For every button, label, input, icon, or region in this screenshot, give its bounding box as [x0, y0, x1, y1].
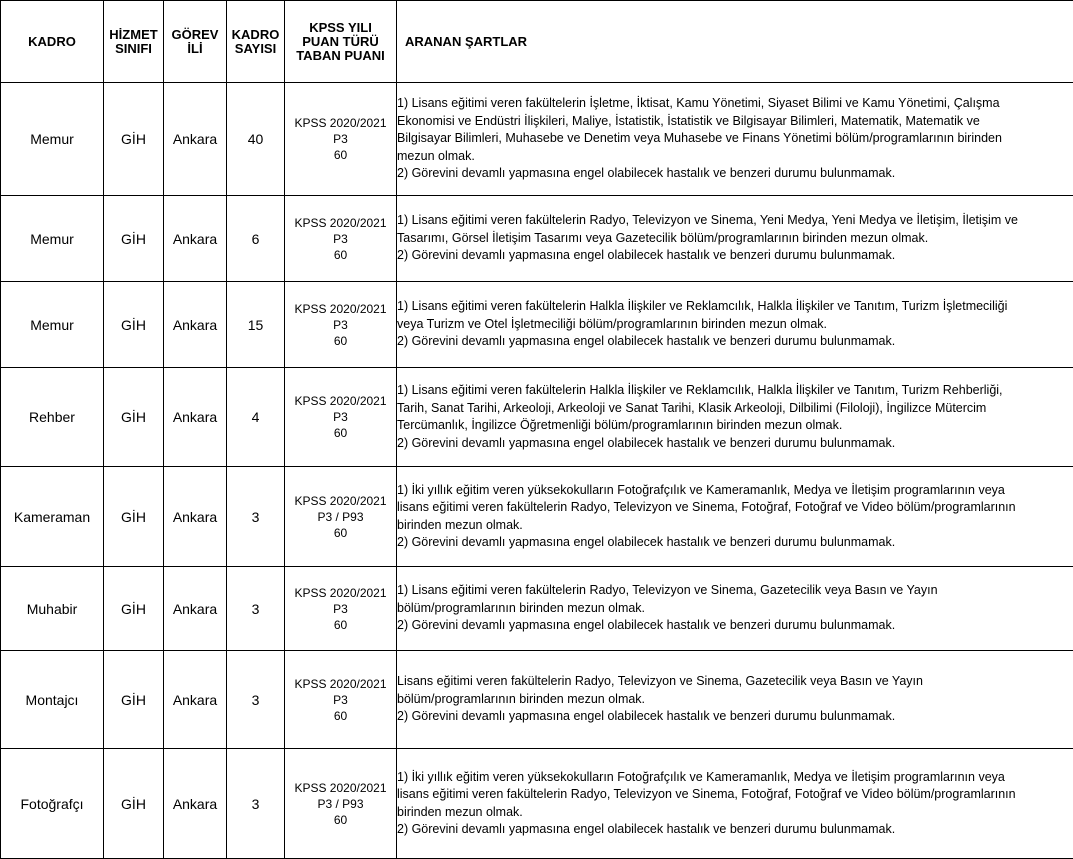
cell-kpss-puan	[285, 196, 397, 282]
table-row	[1, 651, 1073, 749]
puan-line: P3	[285, 601, 396, 617]
puan-line: KPSS 2020/2021	[285, 493, 396, 509]
sart-line: Lisans eğitimi veren fakültelerin Radyo, Televizyon ve Sinema, Gazetecilik veya Basın ve Yayın	[397, 673, 1073, 691]
header-kadro-sayisi: KADRO SAYISI	[227, 1, 285, 83]
puan-line: KPSS 2020/2021	[285, 115, 396, 131]
table-row	[1, 749, 1073, 859]
sart-line: 1) İki yıllık eğitim veren yüksekokulların Fotoğrafçılık ve Kameramanlık, Medya ve İletişim programlarının veya	[397, 769, 1073, 787]
cell-kadro: Montajcı	[1, 651, 104, 749]
sart-line: 2) Görevini devamlı yapmasına engel olabilecek hastalık ve benzeri durumu bulunmamak.	[397, 247, 1073, 265]
cell-aranan-sartlar	[397, 749, 1073, 859]
puan-line: KPSS 2020/2021	[285, 215, 396, 231]
cell-gorev-ili: Ankara	[164, 196, 227, 282]
header-kadro: KADRO	[1, 1, 104, 83]
puan-line: 60	[285, 247, 396, 263]
sart-line: Tasarımı, Görsel İletişim Tasarımı veya Gazetecilik bölüm/programlarının birinden mezun olmak.	[397, 230, 1073, 248]
sart-line: lisans eğitimi veren fakültelerin Radyo, Televizyon ve Sinema, Fotoğraf, Fotoğraf ve Video bölüm/programlarının	[397, 786, 1073, 804]
cell-aranan-sartlar	[397, 368, 1073, 467]
cell-gorev-ili: Ankara	[164, 83, 227, 196]
header-aranan-sartlar: ARANAN ŞARTLAR	[397, 1, 1073, 83]
sart-line: Bilgisayar Bilimleri, Muhasebe ve Denetim veya Muhasebe ve Finans Yönetimi bölüm/programlarının birinden	[397, 130, 1073, 148]
puan-line: KPSS 2020/2021	[285, 301, 396, 317]
sart-line: birinden mezun olmak.	[397, 517, 1073, 535]
sart-line: mezun olmak.	[397, 148, 1073, 166]
cell-hizmet-sinifi: GİH	[104, 196, 164, 282]
cell-kadro: Memur	[1, 83, 104, 196]
cell-kadro-sayisi: 3	[227, 651, 285, 749]
sart-line: Tercümanlık, İngilizce Öğretmenliği bölüm/programlarının birinden mezun olmak.	[397, 417, 1073, 435]
sart-line: Ekonomisi ve Endüstri İlişkileri, Maliye, İstatistik, İstatistik ve Bilgisayar Bilimleri, Matematik, Matematik ve	[397, 113, 1073, 131]
puan-line: P3	[285, 231, 396, 247]
cell-kadro: Kameraman	[1, 467, 104, 567]
cell-kpss-puan	[285, 749, 397, 859]
puan-line: 60	[285, 147, 396, 163]
puan-line: KPSS 2020/2021	[285, 585, 396, 601]
puan-line: 60	[285, 333, 396, 349]
cell-aranan-sartlar	[397, 567, 1073, 651]
puan-line: 60	[285, 425, 396, 441]
cell-hizmet-sinifi: GİH	[104, 368, 164, 467]
puan-line: P3	[285, 409, 396, 425]
sart-line: 1) Lisans eğitimi veren fakültelerin İşletme, İktisat, Kamu Yönetimi, Siyaset Bilimi ve Kamu Yönetimi, Çalışma	[397, 95, 1073, 113]
sart-line: veya Turizm ve Otel İşletmeciliği bölüm/programlarının birinden mezun olmak.	[397, 316, 1073, 334]
puan-line: KPSS 2020/2021	[285, 676, 396, 692]
cell-hizmet-sinifi: GİH	[104, 282, 164, 368]
puan-line: 60	[285, 708, 396, 724]
table-header-row	[1, 1, 1073, 83]
cell-aranan-sartlar	[397, 196, 1073, 282]
puan-line: P3 / P93	[285, 796, 396, 812]
sart-line: 1) Lisans eğitimi veren fakültelerin Halkla İlişkiler ve Reklamcılık, Halkla İlişkiler ve Tanıtım, Turizm İşletmeciliği	[397, 298, 1073, 316]
cell-kadro-sayisi: 6	[227, 196, 285, 282]
cell-kadro-sayisi: 15	[227, 282, 285, 368]
cell-kadro: Muhabir	[1, 567, 104, 651]
sart-line: bölüm/programlarının birinden mezun olmak.	[397, 691, 1073, 709]
sart-line: 2) Görevini devamlı yapmasına engel olabilecek hastalık ve benzeri durumu bulunmamak.	[397, 617, 1073, 635]
cell-kpss-puan	[285, 368, 397, 467]
sart-line: 1) Lisans eğitimi veren fakültelerin Halkla İlişkiler ve Reklamcılık, Halkla İlişkiler ve Tanıtım, Turizm Rehberliği,	[397, 382, 1073, 400]
table-row	[1, 567, 1073, 651]
cell-hizmet-sinifi: GİH	[104, 83, 164, 196]
cell-kadro: Memur	[1, 196, 104, 282]
cell-kpss-puan	[285, 83, 397, 196]
cell-hizmet-sinifi: GİH	[104, 651, 164, 749]
table-row	[1, 282, 1073, 368]
table-row	[1, 467, 1073, 567]
table-row	[1, 83, 1073, 196]
cell-kadro-sayisi: 40	[227, 83, 285, 196]
cell-gorev-ili: Ankara	[164, 368, 227, 467]
sart-line: 1) Lisans eğitimi veren fakültelerin Radyo, Televizyon ve Sinema, Yeni Medya, Yeni Medya ve İletişim, İletişim ve	[397, 212, 1073, 230]
cell-kadro: Fotoğrafçı	[1, 749, 104, 859]
sart-line: 2) Görevini devamlı yapmasına engel olabilecek hastalık ve benzeri durumu bulunmamak.	[397, 435, 1073, 453]
cell-hizmet-sinifi: GİH	[104, 467, 164, 567]
cell-gorev-ili: Ankara	[164, 651, 227, 749]
cell-hizmet-sinifi: GİH	[104, 749, 164, 859]
cell-kadro: Memur	[1, 282, 104, 368]
sart-line: bölüm/programlarının birinden mezun olmak.	[397, 600, 1073, 618]
puan-line: 60	[285, 812, 396, 828]
cell-kadro-sayisi: 3	[227, 467, 285, 567]
sart-line: lisans eğitimi veren fakültelerin Radyo, Televizyon ve Sinema, Fotoğraf, Fotoğraf ve Video bölüm/programlarının	[397, 499, 1073, 517]
puan-line: 60	[285, 525, 396, 541]
puan-line: KPSS 2020/2021	[285, 780, 396, 796]
header-kpss-puan: KPSS YILI PUAN TÜRÜ TABAN PUANI	[285, 1, 397, 83]
header-hizmet-sinifi: HİZMET SINIFI	[104, 1, 164, 83]
cell-kadro-sayisi: 3	[227, 567, 285, 651]
cell-kpss-puan	[285, 567, 397, 651]
cell-gorev-ili: Ankara	[164, 282, 227, 368]
puan-line: P3	[285, 692, 396, 708]
cell-aranan-sartlar	[397, 467, 1073, 567]
cell-aranan-sartlar	[397, 651, 1073, 749]
puan-line: P3 / P93	[285, 509, 396, 525]
cell-hizmet-sinifi: GİH	[104, 567, 164, 651]
sart-line: 2) Görevini devamlı yapmasına engel olabilecek hastalık ve benzeri durumu bulunmamak.	[397, 821, 1073, 839]
cell-kpss-puan	[285, 651, 397, 749]
cell-aranan-sartlar	[397, 282, 1073, 368]
cell-gorev-ili: Ankara	[164, 749, 227, 859]
puan-line: P3	[285, 131, 396, 147]
cell-kadro-sayisi: 3	[227, 749, 285, 859]
puan-line: 60	[285, 617, 396, 633]
puan-line: P3	[285, 317, 396, 333]
sart-line: 2) Görevini devamlı yapmasına engel olabilecek hastalık ve benzeri durumu bulunmamak.	[397, 333, 1073, 351]
cell-aranan-sartlar	[397, 83, 1073, 196]
sart-line: 2) Görevini devamlı yapmasına engel olabilecek hastalık ve benzeri durumu bulunmamak.	[397, 708, 1073, 726]
table-row	[1, 368, 1073, 467]
table-row	[1, 196, 1073, 282]
cell-kadro: Rehber	[1, 368, 104, 467]
sart-line: 1) İki yıllık eğitim veren yüksekokulların Fotoğrafçılık ve Kameramanlık, Medya ve İletişim programlarının veya	[397, 482, 1073, 500]
header-gorev-ili: GÖREV İLİ	[164, 1, 227, 83]
sart-line: 2) Görevini devamlı yapmasına engel olabilecek hastalık ve benzeri durumu bulunmamak.	[397, 165, 1073, 183]
cell-kadro-sayisi: 4	[227, 368, 285, 467]
cell-gorev-ili: Ankara	[164, 467, 227, 567]
cell-kpss-puan	[285, 282, 397, 368]
cell-gorev-ili: Ankara	[164, 567, 227, 651]
sart-line: Tarih, Sanat Tarihi, Arkeoloji, Arkeoloji ve Sanat Tarihi, Klasik Arkeoloji, Dilbilimi (Filoloji), İngilizce Mütercim	[397, 400, 1073, 418]
cell-kpss-puan	[285, 467, 397, 567]
sart-line: 2) Görevini devamlı yapmasına engel olabilecek hastalık ve benzeri durumu bulunmamak.	[397, 534, 1073, 552]
puan-line: KPSS 2020/2021	[285, 393, 396, 409]
sart-line: birinden mezun olmak.	[397, 804, 1073, 822]
sart-line: 1) Lisans eğitimi veren fakültelerin Radyo, Televizyon ve Sinema, Gazetecilik veya Basın ve Yayın	[397, 582, 1073, 600]
